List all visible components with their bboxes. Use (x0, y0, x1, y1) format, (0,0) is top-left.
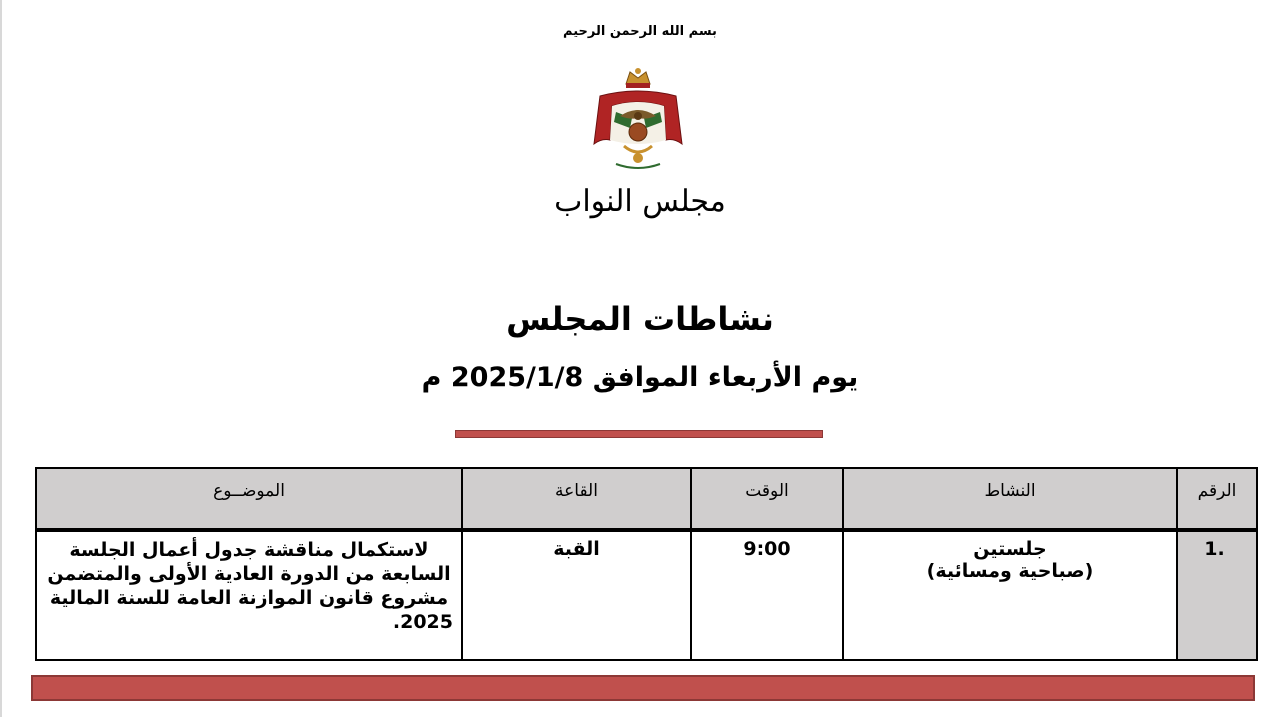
row-topic: لاستكمال مناقشة جدول أعمال الجلسة السابعة من الدورة العادية الأولى والمتضمن مشروع قانون الموازنة العامة للسنة المالية 2025. (36, 530, 462, 660)
table-row (36, 530, 1257, 660)
table-header-row (36, 468, 1257, 530)
row-activity-cell (843, 530, 1177, 660)
page-left-edge (0, 0, 2, 717)
title-divider (455, 430, 823, 438)
row-activity: جلستين (973, 538, 1047, 560)
row-hall: القبة (462, 530, 691, 660)
row-activity-note: (صباحية ومسائية) (926, 560, 1094, 582)
header-activity: النشاط (843, 468, 1177, 530)
basmala: بسم الله الرحمن الرحيم (563, 24, 717, 39)
jordan-coat-of-arms-icon (586, 66, 690, 176)
page-title: نشاطات المجلس (506, 300, 774, 338)
activities-table (35, 467, 1258, 661)
header-time: الوقت (691, 468, 843, 530)
row-time: 9:00 (691, 530, 843, 660)
row-number: .1 (1177, 530, 1257, 660)
header-hall: القاعة (462, 468, 691, 530)
header-topic: الموضــوع (36, 468, 462, 530)
emblem-caption: مجلس النواب (554, 184, 726, 219)
date-line: يوم الأربعاء الموافق 2025/1/8 م (421, 362, 859, 393)
footer-bar (31, 675, 1255, 701)
header-number: الرقم (1177, 468, 1257, 530)
